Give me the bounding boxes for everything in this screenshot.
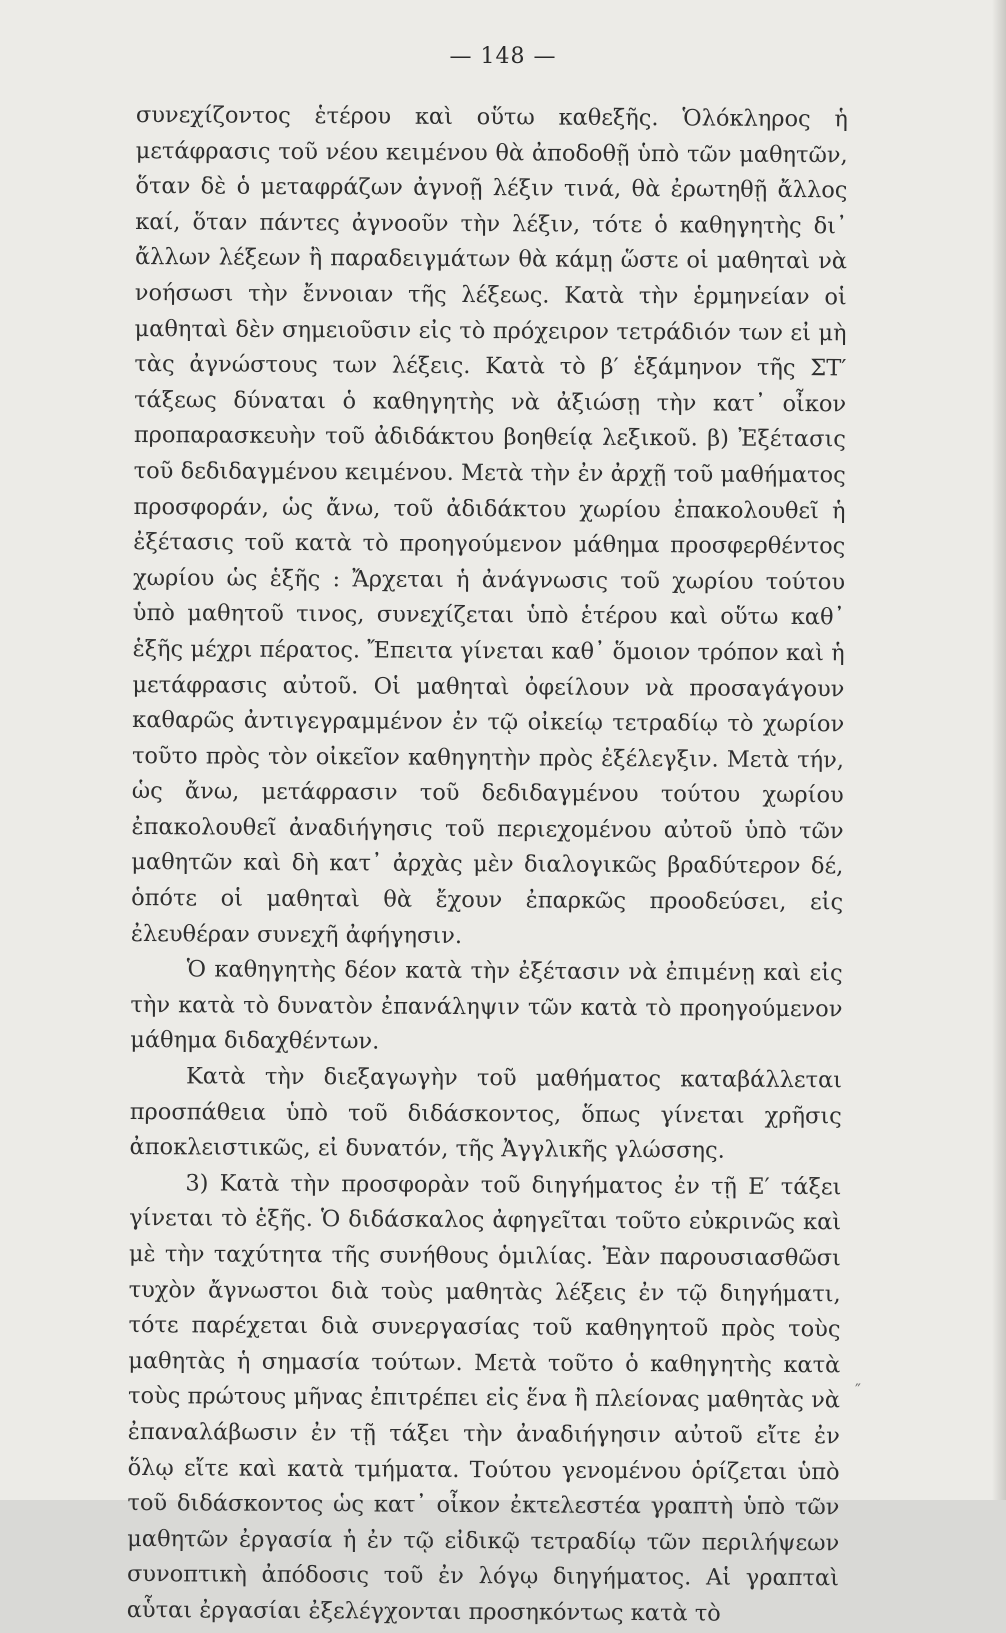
paragraph-3: Κατὰ τὴν διεξαγωγὴν τοῦ μαθήματος καταβάλλεται προσπάθεια ὑπὸ τοῦ διδάσκοντος, ὅπως γίνεται χρῆσις ἀποκλειστικῶς, εἰ δυνατόν, τῆς Ἀγγλικῆς γλώσσης.	[129, 1063, 843, 1164]
paragraph-4: 3) Κατὰ τὴν προσφορὰν τοῦ διηγήματος ἐν τῇ Ε′ τάξει γίνεται τὸ ἑξῆς. Ὁ διδάσκαλος ἀφηγεῖται τοῦτο εὐκρινῶς καὶ μὲ τὴν ταχύτητα τῆς συνήθους ὁμιλίας. Ἐὰν παρουσιασθῶσι τυχὸν ἄγνωστοι διὰ τοὺς μαθητὰς λέξεις ἐν τῷ διηγήματι, τότε παρέχεται διὰ συνεργασίας τοῦ καθηγητοῦ πρὸς τοὺς μαθητὰς ἡ σημασία τούτων. Μετὰ τοῦτο ὁ καθηγητὴς κατὰ τοὺς πρώτους μῆνας ἐπιτρέπει εἰς ἕνα ἢ πλείονας μαθητὰς νὰ ἐπαναλάβωσιν ἐν τῇ τάξει τὴν ἀναδιήγησιν αὐτοῦ εἴτε ἐν ὅλῳ εἴτε καὶ κατὰ τμήματα. Τούτου γενομένου ὁρίζεται ὑπὸ τοῦ διδάσκοντος ὡς κατ᾽ οἶκον ἐκτελεστέα γραπτὴ ὑπὸ τῶν μαθητῶν ἐργασία ἡ ἐν τῷ εἰδικῷ τετραδίῳ τῶν περιλήψεων συνοπτικὴ ἀπόδοσις τοῦ ἐν λόγῳ διηγήματος. Αἱ γραπταὶ αὗται ἐργασίαι ἐξελέγχονται προσηκόντως κατὰ τὸ	[126, 1170, 842, 1627]
body-text	[127, 98, 848, 1633]
page-edge-shadow	[992, 0, 1006, 1500]
stray-ink-mark: ″	[855, 1380, 861, 1399]
page-number: — 148 —	[449, 44, 557, 69]
paragraph-2: Ὁ καθηγητὴς δέον κατὰ τὴν ἐξέτασιν νὰ ἐπιμένῃ καὶ εἰς τὴν κατὰ τὸ δυνατὸν ἐπανάληψιν τῶν κατὰ τὸ προηγούμενον μάθημα διδαχθέντων.	[130, 956, 843, 1055]
paragraph-1: συνεχίζοντος ἑτέρου καὶ οὕτω καθεξῆς. Ὁλόκληρος ἡ μετάφρασις τοῦ νέου κειμένου θὰ ἀποδοθῇ ὑπὸ τῶν μαθητῶν, ὅταν δὲ ὁ μεταφράζων ἀγνοῇ λέξιν τινά, θὰ ἐρωτηθῇ ἄλλος καί, ὅταν πάντες ἀγνοοῦν τὴν λέξιν, τότε ὁ καθηγητὴς δι᾽ ἄλλων λέξεων ἢ παραδειγμάτων θὰ κάμῃ ὥστε οἱ μαθηταὶ νὰ νοήσωσι τὴν ἔννοιαν τῆς λέξεως. Κατὰ τὴν ἑρμηνείαν οἱ μαθηταὶ δὲν σημειοῦσιν εἰς τὸ πρόχειρον τετράδιόν των εἰ μὴ τὰς ἀγνώστους των λέξεις. Κατὰ τὸ β′ ἑξάμηνον τῆς ΣΤ′ τάξεως δύναται ὁ καθηγητὴς νὰ ἀξιώσῃ τὴν κατ᾽ οἶκον προπαρασκευὴν τοῦ ἀδιδάκτου βοηθείᾳ λεξικοῦ. β) Ἐξέτασις τοῦ δεδιδαγμένου κειμένου. Μετὰ τὴν ἐν ἀρχῇ τοῦ μαθήματος προσφοράν, ὡς ἄνω, τοῦ ἀδιδάκτου χωρίου ἐπακολουθεῖ ἡ ἐξέτασις τοῦ κατὰ τὸ προηγούμενον μάθημα προσφερθέντος χωρίου ὡς ἑξῆς : Ἄρχεται ἡ ἀνάγνωσις τοῦ χωρίου τούτου ὑπὸ μαθητοῦ τινος, συνεχίζεται ὑπὸ ἑτέρου καὶ οὕτω καθ᾽ ἑξῆς μέχρι πέρατος. Ἔπειτα γίνεται καθ᾽ ὅμοιον τρόπον καὶ ἡ μετάφρασις αὐτοῦ. Οἱ μαθηταὶ ὀφείλουν νὰ προσαγάγουν καθαρῶς ἀντιγεγραμμένον ἐν τῷ οἰκείῳ τετραδίῳ τὸ χωρίον τοῦτο πρὸς τὸν οἰκεῖον καθηγητὴν πρὸς ἐξέλεγξιν. Μετὰ τήν, ὡς ἄνω, μετάφρασιν τοῦ δεδιδαγμένου τούτου χωρίου ἐπακολουθεῖ ἀναδιήγησις τοῦ περιεχομένου αὐτοῦ ὑπὸ τῶν μαθητῶν καὶ δὴ κατ᾽ ἀρχὰς μὲν διαλογικῶς βραδύτερον δέ, ὁπότε οἱ μαθηταὶ θὰ ἔχουν ἐπαρκῶς προοδεύσει, εἰς ἐλευθέραν συνεχῆ ἀφήγησιν.	[130, 101, 848, 949]
